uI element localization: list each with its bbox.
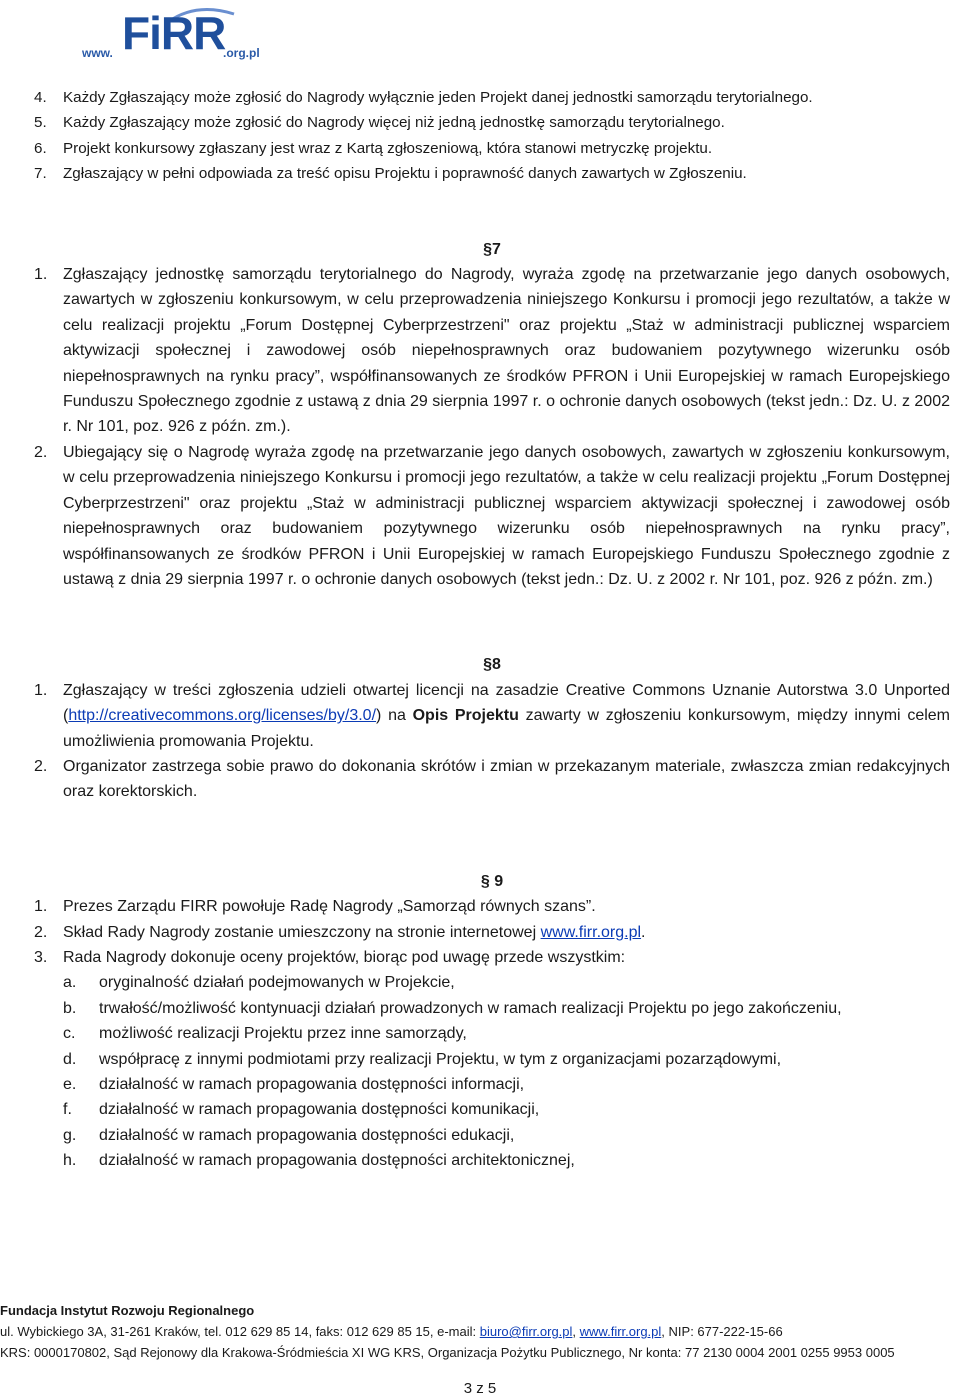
section-heading-9: § 9 <box>480 872 504 890</box>
sub-list-item <box>34 1123 950 1148</box>
list-text: Rada Nagrody dokonuje oceny projektów, biorąc pod uwagę przede wszystkim: <box>63 948 626 966</box>
list-item <box>34 161 950 186</box>
sub-list-text: współpracę z innymi podmiotami przy realizacji Projektu, w tym z organizacjami pozarządowymi, <box>99 1050 782 1068</box>
list-item <box>34 136 950 161</box>
footer-address-line <box>0 1321 960 1342</box>
list-text: ) na <box>376 707 413 725</box>
sub-list-item <box>34 1021 950 1046</box>
creative-commons-link[interactable]: http://creativecommons.org/licenses/by/3.0/ <box>68 707 377 725</box>
list-item <box>34 754 950 805</box>
sub-list-letter: g. <box>63 1126 77 1144</box>
list-number: 3. <box>34 948 48 966</box>
list-text: Organizator zastrzega sobie prawo do dokonania skrótów i zmian w przekazanym materiale, zwłaszcza zmian redakcyjnych oraz korektorskich. <box>63 757 950 801</box>
list-text: Zgłaszający w pełni odpowiada za treść opisu Projektu i poprawność danych zawartych w Zgłoszeniu. <box>63 165 747 183</box>
list-text: Ubiegający się o Nagrodę wyraża zgodę na przetwarzanie jego danych osobowych, zawartych w zgłoszeniu konkursowym, w celu przeprowadzenia niniejszego Konkursu i promocji jego rezultatów, a także w celu realizacji projektu „Forum Dostępnej Cyberprzestrzeni" oraz projektu „Staż w administracji publicznej wsparciem aktywizacji społecznej i zawodowej osób niepełnosprawnych oraz budowaniem pozytywnego wizerunku osób niepełnosprawnych na rynku pracy”, współfinansowanych ze środków PFRON i Unii Europejskiej w ramach Europejskiego Funduszu Społecznego zgodnie z ustawą z dnia 29 sierpnia 1997 r. o ochronie danych osobowych (tekst jedn.: Dz. U. z 2002 r. Nr 101, poz. 926 z późn. zm.) <box>63 443 950 588</box>
list-number: 2. <box>34 923 48 941</box>
sub-list-text: działalność w ramach propagowania dostępności komunikacji, <box>99 1101 540 1119</box>
footer-krs-line: KRS: 0000170802, Sąd Rejonowy dla Krakowa-Śródmieścia XI WG KRS, Organizacja Pożytku Publicznego, Nr konta: 77 2130 0004 2001 0255 9953 0005 <box>0 1345 895 1360</box>
list-item <box>34 262 950 440</box>
list-text: Skład Rady Nagrody zostanie umieszczony na stronie internetowej <box>63 923 541 941</box>
footer-organization: Fundacja Instytut Rozwoju Regionalnego <box>0 1303 255 1318</box>
list-continued <box>34 85 950 187</box>
page-number: 3 z 5 <box>463 1380 497 1397</box>
list-item <box>34 920 950 945</box>
sub-list-letter: f. <box>63 1101 72 1119</box>
sub-list-letter: e. <box>63 1076 77 1093</box>
firr-website-link[interactable]: www.firr.org.pl <box>540 923 642 941</box>
list-item <box>34 110 950 135</box>
list-text: zawarty w zgłoszeniu konkursowym, między innymi celem umożliwienia promowania Projektu. <box>63 707 951 750</box>
page-footer <box>0 1300 960 1363</box>
sub-list-text: możliwość realizacji Projektu przez inne samorządy, <box>99 1025 467 1043</box>
sub-list-text: działalność w ramach propagowania dostępności informacji, <box>99 1076 525 1093</box>
logo-www: www. <box>82 46 113 60</box>
list-item <box>34 678 950 754</box>
list-item <box>34 440 950 592</box>
footer-website-link[interactable]: www.firr.org.pl <box>579 1324 662 1339</box>
sub-list-text: oryginalność działań podejmowanych w Projekcie, <box>99 974 455 992</box>
document-body <box>34 85 950 1174</box>
sub-list-letter: c. <box>63 1025 76 1043</box>
sub-list-text: działalność w ramach propagowania dostępności architektonicznej, <box>99 1152 575 1170</box>
sub-list-item <box>34 996 950 1021</box>
footer-nip: , NIP: 677-222-15-66 <box>661 1324 783 1339</box>
list-number: 1. <box>34 681 48 699</box>
list-text: Projekt konkursowy zgłaszany jest wraz z Kartą zgłoszeniową, która stanowi metryczkę projektu. <box>63 139 713 157</box>
logo-brand: FiRR <box>122 7 226 59</box>
sub-list-letter: a. <box>63 974 77 992</box>
list-text: . <box>641 923 646 941</box>
sub-list-item <box>34 1097 950 1122</box>
list-number: 2. <box>34 443 48 461</box>
list-number: 1. <box>34 898 48 916</box>
sub-list-item <box>34 970 950 995</box>
footer-address: ul. Wybickiego 3A, 31-261 Kraków, tel. 012 629 85 14, faks: 012 629 85 15, e-mail: <box>0 1324 480 1339</box>
list-number: 5. <box>34 114 47 132</box>
bold-term: Opis Projektu <box>412 707 519 725</box>
sub-list-text: trwałość/możliwość kontynuacji działań prowadzonych w ramach realizacji Projektu po jego zakończeniu, <box>99 999 842 1017</box>
sub-list-item <box>34 1047 950 1072</box>
sub-list-letter: h. <box>63 1152 77 1170</box>
sub-list-letter: b. <box>63 999 77 1017</box>
list-text: Każdy Zgłaszający może zgłosić do Nagrody więcej niż jedną jednostkę samorządu terytorialnego. <box>63 114 725 132</box>
list-number: 1. <box>34 266 48 284</box>
list-number: 4. <box>34 89 47 106</box>
list-text: Zgłaszający w treści zgłoszenia udzieli otwartej licencji na zasadzie Creative Commons Uznanie Autorstwa 3.0 Unported ( <box>63 681 950 725</box>
list-number: 7. <box>34 165 47 183</box>
footer-separator: , <box>572 1324 580 1339</box>
list-item <box>34 894 950 919</box>
sub-list-item <box>34 1148 950 1173</box>
list-text: Prezes Zarządu FIRR powołuje Radę Nagrody „Samorząd równych szans”. <box>63 898 596 916</box>
list-item <box>34 85 950 110</box>
sub-list-text: działalność w ramach propagowania dostępności edukacji, <box>99 1126 515 1144</box>
list-text: Każdy Zgłaszający może zgłosić do Nagrody wyłącznie jeden Projekt danej jednostki samorządu terytorialnego. <box>63 89 813 106</box>
list-number: 2. <box>34 757 48 775</box>
firr-logo <box>70 6 270 66</box>
section-heading-8: §8 <box>483 656 501 674</box>
section-heading-7: §7 <box>483 240 501 258</box>
logo-tld: .org.pl <box>223 46 260 60</box>
sub-list-letter: d. <box>63 1050 77 1068</box>
list-text: Zgłaszający jednostkę samorządu terytorialnego do Nagrody, wyraża zgodę na przetwarzanie jego danych osobowych, zawartych w zgłoszeniu konkursowym, w celu przeprowadzenia niniejszego Konkursu i promocji jego rezultatów, a także w celu realizacji projektu „Forum Dostępnej Cyberprzestrzeni" oraz projektu „Staż w administracji publicznej wsparciem aktywizacji społecznej i zawodowej osób niepełnosprawnych oraz budowaniem pozytywnego wizerunku osób niepełnosprawnych na rynku pracy”, współfinansowanych ze środków PFRON i Unii Europejskiej w ramach Europejskiego Funduszu Społecznego zgodnie z ustawą z dnia 29 sierpnia 1997 r. o ochronie danych osobowych (tekst jedn.: Dz. U. z 2002 r. Nr 101, poz. 926 z późn. zm.). <box>63 266 950 436</box>
sub-list-item <box>34 1072 950 1097</box>
list-number: 6. <box>34 139 47 157</box>
list-item <box>34 945 950 970</box>
footer-email-link[interactable]: biuro@firr.org.pl <box>479 1324 573 1339</box>
